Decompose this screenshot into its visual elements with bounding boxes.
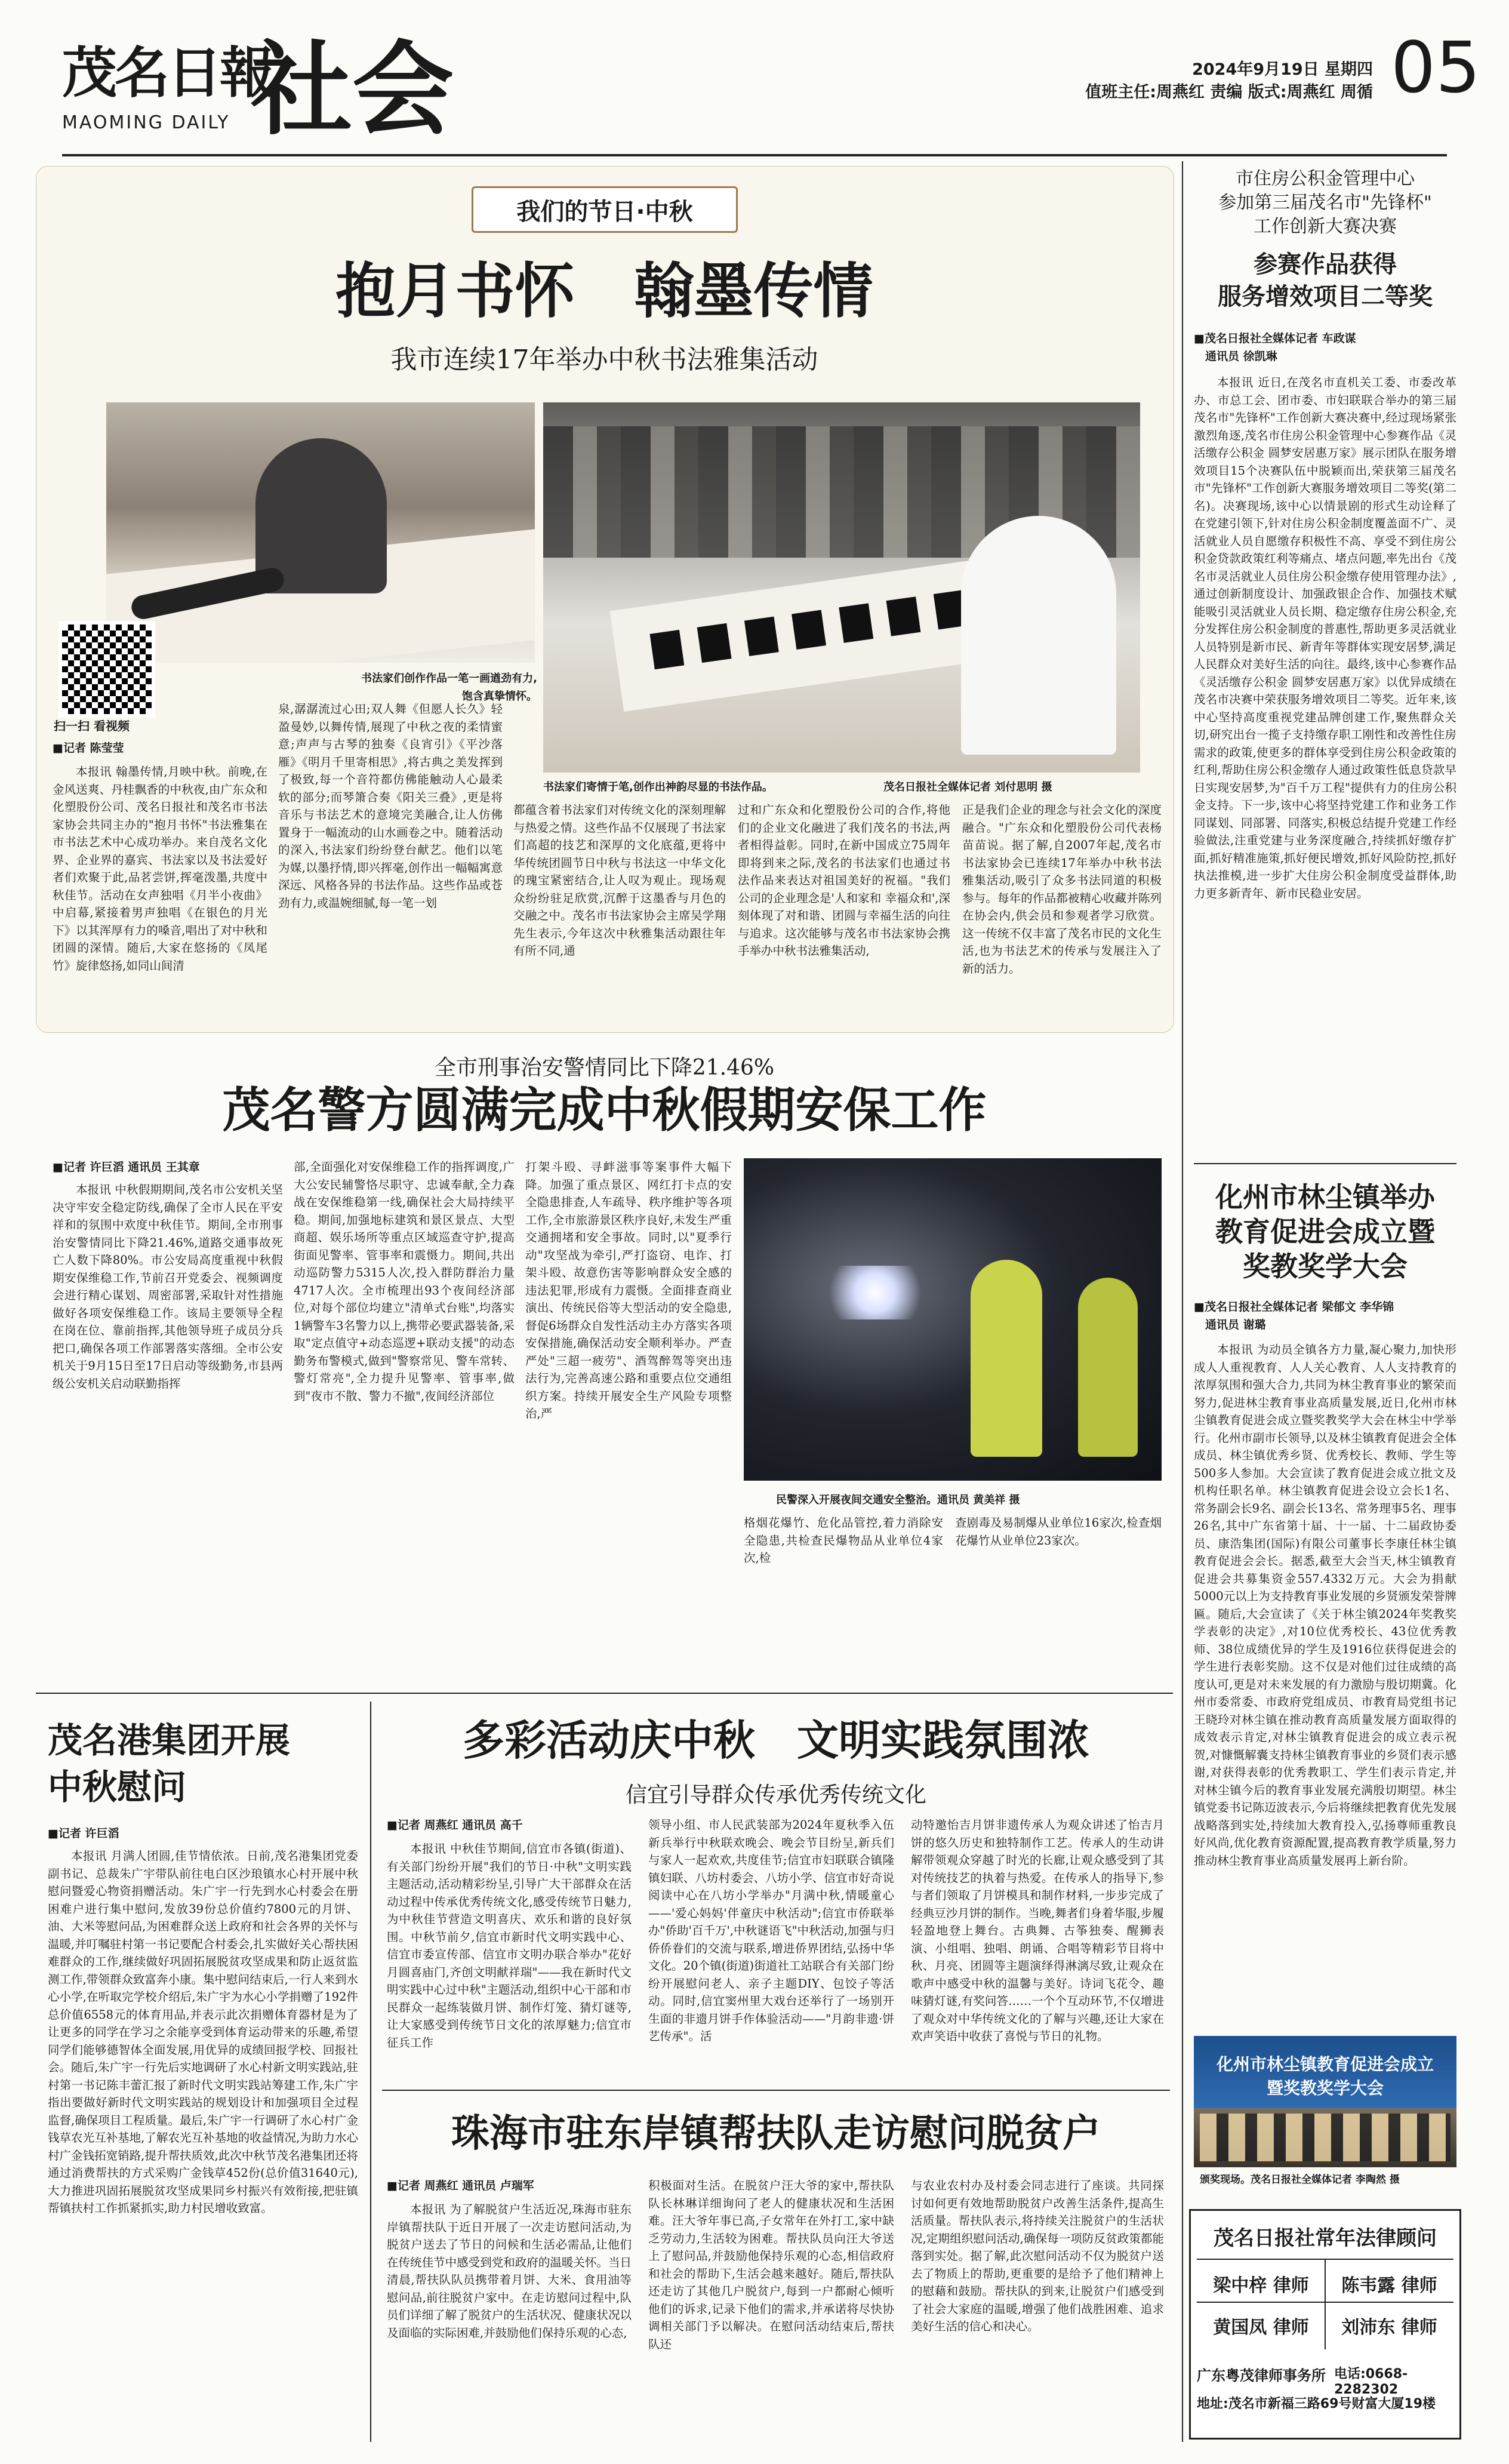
photo2-caption: 书法家们寄情于笔,创作出神韵尽显的书法作品。	[543, 781, 773, 793]
sidebar-education	[1194, 1170, 1456, 2185]
article-column-1: 本报讯 翰墨传情,月映中秋。前晚,在金风送爽、丹桂飘香的中秋夜,由广东众和化塑股份公司、茂名日报社和茂名市书法家协会共同主办的"抱月书怀"书法雅集在市书法艺术中心成功举办。来自茂名文化界、企业界的嘉宾、书法家以及书法爱好者们欢聚于此,品茗尝饼,挥毫泼墨,共度中秋佳节。活动在女声独唱《月半小夜曲》中启幕,紧接着男声独唱《在银色的月光下》以其浑厚有力的嗓音,唱出了对中秋和团圆的深情。随后,大家在悠扬的《凤尾竹》旋律悠扬,如同山间清	[53, 765, 267, 973]
article-column-1: 本报讯 中秋假期期间,茂名市公安机关坚决守牢安全稳定防线,确保了全市人民在平安祥和的氛围中欢度中秋佳节。期间,全市刑事治安警情同比下降21.46%,道路交通事故死亡人数下降80%。市公安局高度重视中秋假期安保维稳工作,节前召开党委会、视频调度会进行精心谋划、周密部署,采取针对性措施做好各项安保维稳工作。该局主要领导全程在岗在位、靠前指挥,其他领导班子成员分兵把口,确保各项工作部署落实落细。全市公安机关于9月15日至17日启动等级勤务,市县两级公安机关启动联勤指挥	[53, 1183, 283, 1391]
festival-banner-text: 我们的节日·中秋	[516, 198, 693, 226]
newspaper-logo-en: MAOMING DAILY	[62, 112, 230, 133]
story-police	[36, 1039, 1173, 1696]
divider-horizontal-2	[382, 2090, 1170, 2091]
story-title: 抱月书怀 翰墨传情	[335, 256, 873, 326]
article-column: 本报讯 近日,在茂名市直机关工委、市委改革办、市总工会、团市委、市妇联联合举办的第三届茂名市"先锋杯"工作创新大赛决赛中,经过现场紧张激烈角逐,茂名市住房公积金管理中心参赛作品《灵活缴存公积金 圆梦安居惠万家》展示团队在服务增效项目15个决赛队伍中脱颖而出,荣获第三届茂名市"先锋杯"工作创新大赛服务增效项目二等奖(第二名)。决赛现场,该中心以情景剧的形式生动诠释了在党建引领下,针对住房公积金制度覆盖面不广、灵活就业人员自愿缴存积极性不高、享受不到住房公积金贷款政策红利等痛点、堵点问题,率先出台《茂名市灵活就业人员住房公积金缴存使用管理办法》,通过创新制度设计、加强政银企合作、加强技术赋能吸引灵活就业人员长期、稳定缴存住房公积金,充分发挥住房公积金制度的普惠性,帮助更多灵活就业人员特别是新市民、新青年等群体实现安居梦,满足人民群众对美好生活的向往。最终,该中心参赛作品《灵活缴存公积金 圆梦安居惠万家》以优异成绩在茂名市决赛中荣获服务增效项目二等奖。近年来,该中心坚持高度重视党建品牌创建工作,聚焦群众关切,研究出台一揽子支持缴存职工刚性和改善性住房需求的政策,使更多的群体享受到住房公积金政策的红利,帮助住房公积金缴存人通过政策性低息贷款早日实现安居梦,为"百千万工程"提供有力的住房公积金支持。下一步,该中心将坚持党建工作和业务工作同谋划、同部署、同落实,积极总结提升党建工作经验做法,注重党建与业务深度融合,持续抓好缴存扩面,抓好精准施策,抓好便民增效,抓好风险防控,抓好执法推模,进一步扩大住房公积金制度受益群体,助力更多新青年、新市民稳业安居。	[1194, 376, 1456, 900]
story-title: 多彩活动庆中秋 文明实践氛围浓	[463, 1716, 1089, 1765]
byline: ■记者 周燕红 通讯员 卢瑞军	[387, 2179, 534, 2192]
stage-backdrop-text: 化州市林尘镇教育促进会成立 暨奖教奖学大会	[1216, 2054, 1434, 2098]
article-column-2: 泉,潺潺流过心田;双人舞《但愿人长久》轻盈曼妙,以舞传情,展现了中秋之夜的柔情蜜意;声声与古琴的独奏《良宵引》《平沙落雁》《明月千里寄相思》,将古典之美发挥到了极致,每一个音符都仿佛能触动人心最柔软的部分;而琴箫合奏《阳关三叠》,更是将音乐与书法艺术的意境完美融合,让人仿佛置身于一幅流动的山水画卷之中。随着活动的深入,书法家们纷纷登台献艺。他们以笔为媒,以墨抒情,即兴挥毫,创作出一幅幅寓意深远、风格各异的书法作品。这些作品或苍劲有力,或温婉细腻,每一笔一划	[278, 702, 503, 910]
byline: ■记者 周燕红 通讯员 高千	[387, 1819, 523, 1832]
byline: ■记者 许巨滔	[48, 1827, 119, 1840]
lawyer-name: 梁中梓 律师	[1213, 2275, 1309, 2296]
law-firm-phone: 电话:0668-2282302	[1334, 2367, 1408, 2397]
car-light	[815, 1266, 935, 1319]
divider-sidebar	[1182, 161, 1183, 2442]
byline: ■记者 许巨滔 通讯员 王其章	[53, 1161, 200, 1174]
page-number: 05	[1391, 26, 1481, 109]
qr-code[interactable]	[58, 621, 155, 718]
festival-banner	[472, 186, 738, 233]
byline: ■茂名日报社全媒体记者 梁郁文 李华锦 通讯员 谢璐	[1194, 1300, 1394, 1331]
photo-police-night	[744, 1158, 1162, 1481]
article-column-3: 打架斗殴、寻衅滋事等案事件大幅下降。加强了重点景区、网红打卡点的安全隐患排查,人车疏导、秩序维护等各项工作,全市旅游景区秩序良好,未发生严重交通拥堵和安全事故。同时,以"夏季行动"攻坚战为牵引,严打盗窃、电诈、打架斗殴、故意伤害等影响群众安全感的违法犯罪,形成有力震慑。全面排查商业演出、传统民俗等大型活动的安全隐患,督促6场群众自发性活动主办方落实各项安保措施,确保活动安全顺利举办。严查严处"三超一疲劳"、酒驾醉驾等突出违法行为,完善高速公路和重要点位交通组织方案。持续开展安全生产风险专项整治,严	[525, 1160, 732, 1420]
byline: ■茂名日报社全媒体记者 车政谋 通讯员 徐凯琳	[1194, 332, 1356, 363]
law-firm: 广东粤茂律师事务所	[1197, 2367, 1326, 2384]
divider-horizontal	[36, 1693, 1173, 1694]
issue-date: 2024年9月19日 星期四	[1192, 60, 1373, 79]
article-column-3: 与农业农村办及村委会同志进行了座谈。共同探讨如何更有效地帮助脱贫户改善生活条件,提高生活质量。帮扶队表示,将持续关注脱贫户的生活状况,定期组织慰问活动,确保每一项防反贫政策都能落到实处。据了解,此次慰问活动不仅为脱贫户送去了物质上的帮助,更重要的是给予了他们精神上的慰藉和鼓励。帮扶队的到来,让脱贫户们感受到了社会大家庭的温暖,增强了他们战胜困难、追求美好生活的信心和决心。	[911, 2179, 1164, 2333]
story-title: 珠海市驻东岸镇帮扶队走访慰问脱贫户	[451, 2112, 1101, 2156]
article-column: 本报讯 为动员全镇各方力量,凝心聚力,加快形成人人重视教育、人人关心教育、人人支持教育的浓厚氛围和强大合力,共同为林尘教育事业的繁荣而努力,促进林尘教育事业高质量发展,近日,化州市林尘镇教育促进会成立暨奖教奖学大会在林尘中学举行。化州市副市长领导,以及林尘镇教育促进会全体成员、林尘镇优秀乡贤、优秀校长、教师、学生等500多人参加。大会宣读了教育促进会成立批文及机构任职名单。林尘镇教育促进会设立会长1名、常务副会长9名、副会长13名、常务理事5名、理事26名,其中广东省第十届、十一届、十二届政协委员、康浩集团(国际)有限公司董事长李康任林尘镇教育促进会会长。据悉,截至大会当天,林尘镇教育促进会共募集资金557.4332万元。大会为捐献5000元以上为支持教育事业发展的乡贤颁发荣誉牌匾。随后,大会宣读了《关于林尘镇2024年奖教奖学表彰的决定》,对10位优秀校长、43位优秀教师、38位成绩优异的学生及1916位获得促进会的学生进行表彰奖励。这不仅是对他们过往成绩的高度认可,更是对未来发展的有力激励与殷切期冀。化州市委常委、市政府党组成员、市教育局党组书记王晓玲对林尘镇在推动教育高质量发展方面取得的成效表示肯定,对林尘镇教育促进会的成立表示祝贺,对慷慨解囊支持林尘镇教育事业的乡贤们表示感谢,对获得表彰的优秀教职工、学生们表示肯定,并对林尘镇今后的教育事业发展充满殷切期望。林尘镇党委书记陈迈波表示,今后将继续把教育优先发展战略落到实处,持续加大教育投入,弘扬尊师重教良好风尚,优化教育资源配置,提高教育教学质量,努力推动林尘教育事业高质量发展再上新台阶。	[1194, 1343, 1456, 1868]
editors-line: 值班主任:周燕红 责编 版式:周燕红 周循	[1085, 83, 1373, 101]
photo-award-ceremony	[1194, 2036, 1456, 2167]
divider-sidebar-h	[1194, 1163, 1456, 1164]
article-column-5: 正是我们企业的理念与社会文化的深度融合。"广东众和化塑股份公司代表杨苗苗说。据了解,自2007年起,茂名市书法家协会已连续17年举办中秋书法雅集活动,吸引了众多书法同道的积极参与。每年的作品都被精心收藏并陈列在协会内,供会员和参观者学习欣赏。这一传统不仅丰富了茂名市民的文化生活,也为书法艺术的传承与发展注入了新的活力。	[962, 803, 1162, 976]
article-column-3: 都蕴含着书法家们对传统文化的深刻理解与热爱之情。这些作品不仅展现了书法家们高超的技艺和深厚的文化底蕴,更将中华传统团圆节日中秋与书法这一中华文化的瑰宝紧密结合,让人叹为观止。现场观众纷纷驻足欣赏,沉醉于这墨香与月色的交融之中。茂名市书法家协会主席吴学翔先生表示,今年这次中秋雅集活动跟往年有所不同,通	[513, 803, 726, 958]
article-column-2: 部,全面强化对安保维稳工作的指挥调度,广大公安民辅警恪尽职守、忠诚奉献,全力森战在安保维稳第一线,确保社会大局持续平稳。期间,加强地标建筑和景区景点、大型商超、娱乐场所等重点区域巡查守护,提高街面见警率、管事率和震慑力。期间,共出动巡防警力5315人次,投入群防群治力量4717人次。全市梳理出93个夜间经济部位,对每个部位均建立"清单式台账",均落实1辆警车3名警力以上,携带必要武器装备,采取"定点值守+动态巡逻+联动支援"的动态勤务布警模式,做到"警察常见、警车常转、警灯常亮",全力提升见警率、管事率,做到"夜市不散、警力不撤",夜间经济部位	[294, 1160, 515, 1403]
sidebar-title: 参赛作品获得 服务增效项目二等奖	[1218, 251, 1433, 310]
law-firm-address: 地址:茂名市新福三路69号财富大厦19楼	[1197, 2397, 1436, 2411]
story-xinyi	[382, 1702, 1170, 2090]
photo-caption: 颁奖现场。茂名日报社全媒体记者 李陶然 摄	[1200, 2174, 1400, 2186]
photo-calligrapher	[106, 402, 535, 663]
masthead	[0, 0, 1509, 173]
article-column-2: 积极面对生活。在脱贫户汪大爷的家中,帮扶队队长林琳详细询问了老人的健康状况和生活困难。汪大爷年事已高,子女常年在外打工,家中缺乏劳动力,生活较为困难。帮扶队员向汪大爷送上了慰问品,并鼓励他保持乐观的心态,相信政府和社会的帮助下,生活会越来越好。随后,帮扶队还走访了其他几户脱贫户,每到一户都耐心倾听他们的诉求,记录下他们的需求,并承诺将尽快协调相关部门予以解决。在慰问活动结束后,帮扶队还	[648, 2179, 894, 2351]
masthead-divider	[62, 154, 1447, 156]
photo-calligraphy-table	[543, 402, 1140, 773]
story-title: 茂名港集团开展 中秋慰问	[48, 1720, 291, 1807]
sidebar-title: 化州市林尘镇举办 教育促进会成立暨 奖教奖学大会	[1215, 1181, 1435, 1282]
sidebar-kicker: 市住房公积金管理中心 参加第三届茂名市"先锋杯" 工作创新大赛决赛	[1218, 168, 1432, 237]
police-officer	[971, 1260, 1042, 1457]
byline: ■记者 陈莹莹	[53, 742, 124, 755]
photo1-caption: 书法家们创作作品一笔一画遒劲有力, 饱含真挚情怀。	[361, 672, 537, 703]
article-column-4: 格烟花爆竹、危化品管控,着力消除安全隐患,共检查民爆物品从业单位4家次,检	[744, 1516, 943, 1565]
qr-label: 扫一扫 看视频	[54, 719, 130, 733]
story-subtitle: 我市连续17年举办中秋书法雅集活动	[390, 344, 818, 375]
article-column-1: 本报讯 中秋佳节期间,信宜市各镇(街道)、有关部门纷纷开展"我们的节日·中秋"文明实践主题活动,活动精彩纷呈,引导广大干部群众在活动过程中传承优秀传统文化,感受传统节日魅力,为中秋佳节营造文明喜庆、欢乐和谐的良好氛围。中秋节前夕,信宜市新时代文明实践中心、信宜市委宣传部、信宜市文明办联合举办"花好月圆喜庙门,齐创文明献祥瑞"——我在新时代文明实践中心过中秋"主题活动,组织中心干部和市民群众一起练装做月饼、制作灯笼、猜灯谜等,让大家感受到传统节日文化的浓厚魅力;信宜市征兵工作	[387, 1842, 632, 2050]
photo-caption: 民警深入开展夜间交通安全整治。通讯员 黄美祥 摄	[776, 1494, 1020, 1506]
article-column-2: 领导小组、市人民武装部为2024年夏秋季入伍新兵举行中秋联欢晚会、晚会节目纷呈,新兵们与家人一起欢欢,共度佳节;信宜市妇联联合镇隆镇妇联、八坊村委会、八坊小学、信宜市好奇说阅读中心在八坊小学举办"月满中秋,情暖童心——'爱心妈妈'伴童庆中秋活动";信宜市侨联举办"侨助'百千万',中秋谜语飞"中秋活动,加强与归侨侨眷们的交流与联系,增进侨界团结,弘扬中华文化。20个镇(街道)街道社工站联合有关部门纷纷开展慰问老人、亲子主题DIY、包饺子等活动。同时,信宜窦州里大戏台还举行了一场别开生面的非遗月饼手作体验活动——"月韵非遗·饼艺传承"。活	[648, 1818, 894, 2043]
article-column-1: 本报讯 为了解脱贫户生活近况,珠海市驻东岸镇帮扶队于近日开展了一次走访慰问活动,为脱贫户送去了节日的问候和生活必需品,让他们在传统佳节中感受到党和政府的温暖关怀。当日清晨,帮扶队队员携带着月饼、大米、食用油等慰问品,前往脱贫户家中。在走访慰问过程中,队员们详细了解了脱贫户的生活状况、健康状况以及面临的实际困难,并鼓励他们保持乐观的心态,	[387, 2202, 632, 2340]
police-officer-2	[1078, 1278, 1138, 1457]
story-subtitle: 全市刑事治安警情同比下降21.46%	[434, 1056, 775, 1080]
story-port-group	[48, 1702, 358, 2442]
grid-line-v	[1325, 2260, 1326, 2349]
section-title: 社会	[251, 31, 454, 149]
article-column: 本报讯 月满人团圆,佳节情依浓。日前,茂名港集团党委副书记、总裁朱广宇带队前往电白区沙琅镇水心村开展中秋慰问暨爱心物资捐赠活动。朱广宇一行先到水心村委会在册困难户进行集中慰问,发放39份总价值约7800元的月饼、油、大米等慰问品,为困难群众送上政府和社会各界的关怀与温暖,并叮嘱驻村第一书记要配合村委会,扎实做好关心帮扶困难群众的工作,继续做好巩固拓展脱贫攻坚成果和防止返贫监测工作,带领群众致富奔小康。集中慰问结束后,一行人来到水心小学,在听取完学校介绍后,朱广宇为水心小学捐赠了192件总价值6558元的体育用品,并表示此次捐赠体育器材是为了让更多的同学在学习之余能享受到体育运动带来的乐趣,希望同学们能够德智体全面发展,用优异的成绩回报学校、回报社会。随后,朱广宇一行先后实地调研了水心村新文明实践站,驻村第一书记陈丰蕾汇报了新时代文明实践站筹建工作,朱广宇指出要做好新时代文明实践站的规划设计和加强项目全过程监督,确保项目工程质量。最后,朱广宇一行调研了水心村广金钱草农光互补基地,了解农光互补基地的收益情况,为助力水心村广金钱拓宽销路,提升帮扶质效,此次中秋节茂名港集团还将通过消费帮扶的方式采购广金钱草452份(总价值31640元),大力推进巩固拓展脱贫攻坚成果同乡村振兴有效衔接,把驻镇帮镇扶村工作抓紧抓实,助力村民增收致富。	[48, 1849, 358, 2215]
story-zhuhai	[382, 2096, 1170, 2442]
story-title: 茂名警方圆满完成中秋假期安保工作	[222, 1082, 987, 1138]
article-column-3: 动特邀怡吉月饼非遗传承人为观众讲述了怡吉月饼的悠久历史和独特制作工艺。传承人的生动讲解带领观众穿越了时光的长廊,让观众感受到了其对传统技艺的执着与热爱。在传承人的指导下,参与者们领取了月饼模具和制作材料,一步步完成了经典豆沙月饼的制作。当晚,舞者们身着华服,步履轻盈地登上舞台。古典舞、古筝独奏、醒狮表演、小组唱、独唱、朗诵、合唱等精彩节目将中秋、月亮、团圆等主题演绎得淋漓尽致,让观众在歌声中感受中秋的温馨与美好。诗词飞花令、趣味猜灯谜,有奖问答……一个个互动环节,不仅增进了观众对中华传统文化的了解与兴趣,还让大家在欢声笑语中收获了喜悦与节日的礼物。	[911, 1818, 1164, 2043]
writer-figure	[961, 516, 1116, 755]
story-calligraphy	[36, 166, 1173, 1032]
lawyer-name: 陈韦露 律师	[1341, 2275, 1437, 2296]
ad-title: 茂名日报社常年法律顾问	[1214, 2226, 1437, 2250]
lawyer-name: 刘沛东 律师	[1341, 2317, 1437, 2338]
divider-vertical	[370, 1702, 371, 2442]
legal-counsel-ad	[1189, 2209, 1461, 2440]
award-recipients	[1200, 2114, 1451, 2161]
sidebar-housing-fund	[1194, 167, 1456, 1158]
article-column-4: 过和广东众和化塑股份公司的合作,将他们的企业文化融进了我们茂名的书法,两者相得益彰。同时,在新中国成立75周年即将到来之际,茂名的书法家们也通过书法作品来表达对祖国美好的祝福。"我们公司的企业理念是'人和家和 幸福众和',深刻体现了对和谐、团圆与幸福生活的向往与追求。这次能够与茂名市书法家协会携手举办中秋书法雅集活动,	[738, 803, 950, 958]
article-column-5: 查剧毒及易制爆从业单位16家次,检查烟花爆竹从业单位23家次。	[955, 1516, 1162, 1548]
newspaper-logo: 茂名日報	[62, 41, 273, 105]
story-subtitle: 信宜引导群众传承优秀传统文化	[625, 1783, 926, 1807]
lawyer-grid	[1197, 2259, 1453, 2349]
photo-credit: 茂名日报社全媒体记者 刘付思明 摄	[883, 781, 1052, 793]
lawyer-name: 黄国凤 律师	[1213, 2317, 1309, 2338]
grid-line-h	[1197, 2302, 1453, 2303]
